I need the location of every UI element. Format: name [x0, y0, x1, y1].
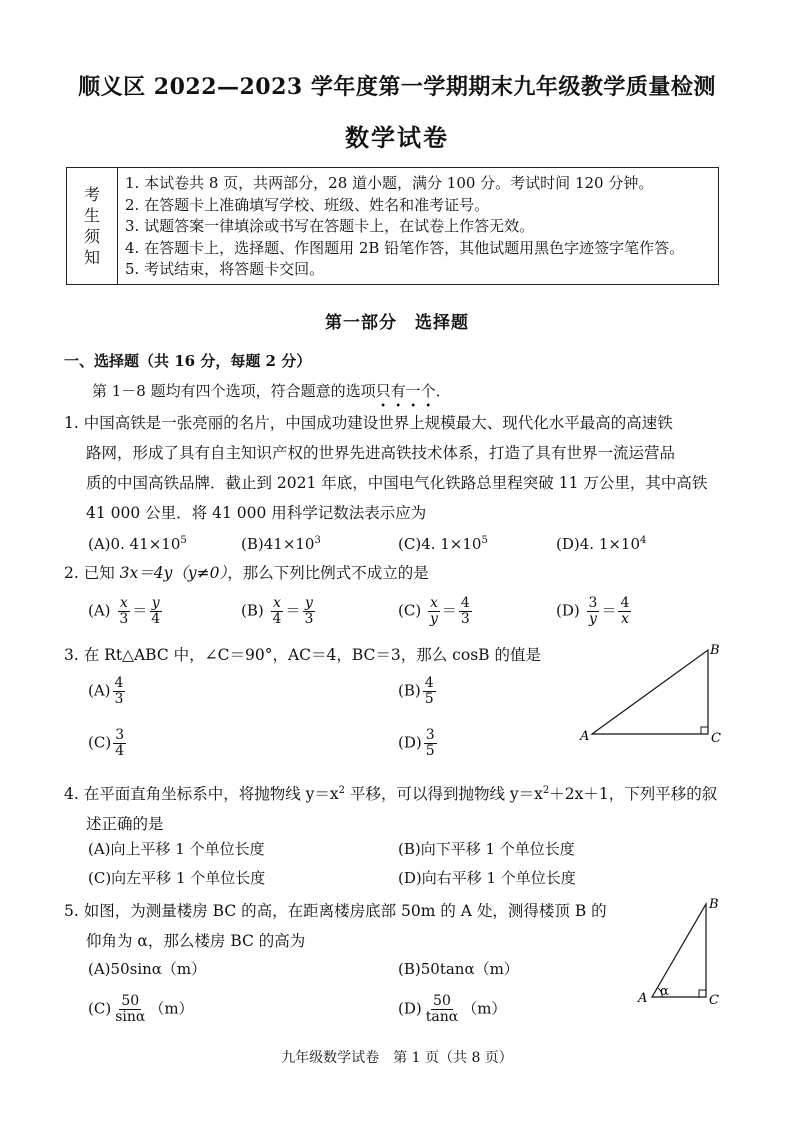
- question-1-line: 1. 中国高铁是一张亮丽的名片，中国成功建设世界上规模最大、现代化水平最高的高速铁: [64, 414, 673, 432]
- vertex-label-a: A: [580, 729, 590, 744]
- exam-subtitle: 数学试卷: [345, 123, 449, 152]
- notice-item: 3. 试题答案一律填涂或书写在答题卡上，在试卷上作答无效。: [125, 217, 535, 236]
- emphasis-char: 有: [390, 382, 406, 400]
- vertex-label-c: C: [709, 993, 719, 1008]
- angle-label-alpha: α: [660, 984, 669, 999]
- emphasis-char: 只: [375, 382, 391, 400]
- q1-option-d: (D)4. $1\times 10^4$: [556, 535, 647, 553]
- hint-text: 第 1－8 题均有四个选项，符合题意的选项: [92, 382, 376, 400]
- question-3: 3. 在 Rt△ABC 中，∠C＝90°，AC＝4，BC＝3，那么 cosB 的值是: [64, 646, 541, 664]
- notice-item: 2. 在答题卡上准确填写学校、班级、姓名和准考证号。: [125, 195, 490, 214]
- q2-option-c: (C) $\frac{x}{y}$ ＝ $\frac{4}{3}$: [398, 595, 470, 627]
- notice-item: 4. 在答题卡上，选择题、作图题用 2B 铅笔作答，其他试题用黑色字迹签字笔作答。: [125, 238, 685, 257]
- q5-option-a: (A)50sinα（m）: [88, 960, 207, 978]
- question-4: [64, 776, 717, 839]
- notice-label-char: 生: [83, 206, 100, 225]
- exam-title: 顺义区 2022—2023 学年度第一学期期末九年级教学质量检测: [78, 74, 716, 100]
- part-heading: 一、选择题（共 16 分，每题 2 分）: [64, 352, 312, 370]
- vertex-label-c: C: [711, 731, 721, 746]
- emphasis-char: 一: [405, 382, 421, 400]
- q3-option-b: (B) $\frac{4}{5}$: [398, 675, 434, 707]
- right-angle-mark: [699, 990, 706, 997]
- question-5-line: 仰角为 α，那么楼房 BC 的高为: [86, 932, 306, 950]
- q5-option-d: (D) $\frac{50}{\tan\alpha}$ （m）: [398, 993, 507, 1025]
- notice-label-char: 须: [83, 227, 100, 246]
- question-2: 2. 已知 3x＝4y（y≠0），那么下列比例式不成立的是: [64, 564, 429, 582]
- q5-option-c: (C) $\frac{50}{\sin\alpha}$ （m）: [88, 993, 194, 1025]
- triangle-abc: [592, 650, 708, 734]
- question-1-line: 路网，形成了具有自主知识产权的世界先进高铁技术体系，打造了具有世界一流运营品: [86, 444, 676, 462]
- q3-option-d: (D) $\frac{3}{5}$: [398, 727, 435, 759]
- q2-option-b: (B) $\frac{x}{4}$ ＝ $\frac{y}{3}$: [241, 595, 314, 627]
- notice-box: [66, 167, 719, 285]
- page-footer: 九年级数学试卷 第 1 页（共 8 页）: [281, 1050, 513, 1066]
- emphasis-char: 个: [420, 382, 436, 400]
- q4-option-d: (D)向右平移 1 个单位长度: [398, 869, 576, 887]
- question-5: [64, 896, 607, 956]
- notice-list: [125, 173, 684, 281]
- q5-building-figure: [632, 894, 732, 1014]
- right-angle-mark: [701, 727, 708, 734]
- q4-option-c: (C)向左平移 1 个单位长度: [88, 869, 266, 887]
- vertex-label-b: B: [709, 897, 719, 912]
- question-1-line: 41 000 公里．将 41 000 用科学记数法表示应为: [86, 504, 427, 522]
- notice-label-char: 知: [83, 248, 100, 267]
- vertex-label-a: A: [638, 991, 648, 1006]
- q2-option-d: (D) $\frac{3}{y}$ ＝ $\frac{4}{x}$: [556, 595, 630, 627]
- section-hint: [92, 380, 451, 401]
- notice-label-char: 考: [83, 185, 100, 204]
- q5-option-b: (B)50tanα（m）: [398, 960, 519, 978]
- question-5-line: 5. 如图，为测量楼房 BC 的高，在距离楼房底部 50m 的 A 处，测得楼顶 B 的: [64, 902, 607, 920]
- q2-option-a: (A) $\frac{x}{3}$ ＝ $\frac{y}{4}$: [88, 595, 161, 627]
- question-1: [64, 408, 707, 528]
- notice-item: 1. 本试卷共 8 页，共两部分，28 道小题，满分 100 分。考试时间 120 分钟。: [125, 174, 654, 192]
- q1-option-b: $(B)41\times 10^3$: [241, 535, 321, 553]
- q1-option-c: (C)4. $1\times 10^5$: [398, 535, 488, 553]
- question-4-line: 4. 在平面直角坐标系中，将抛物线 $y=x^2$ 平移，可以得到抛物线 $y=x^2+2x+1$，下列平移的叙: [64, 785, 718, 804]
- hint-text: ．: [435, 382, 451, 400]
- q3-triangle-figure: [578, 640, 728, 750]
- q1-option-a: (A)0. $41\times 10^5$: [88, 535, 187, 553]
- notice-item: 5. 考试结束，将答题卡交回。: [125, 260, 325, 279]
- q3-option-c: (C) $\frac{3}{4}$: [88, 727, 125, 759]
- section-title: 第一部分 选择题: [325, 313, 469, 333]
- q4-option-a: (A)向上平移 1 个单位长度: [88, 840, 265, 858]
- question-1-line: 质的中国高铁品牌．截止到 2021 年底，中国电气化铁路总里程突破 11 万公里，其中高铁: [86, 474, 708, 492]
- q4-option-b: (B)向下平移 1 个单位长度: [398, 840, 575, 858]
- question-4-line: 述正确的是: [86, 815, 164, 834]
- notice-label: [67, 168, 118, 284]
- vertex-label-b: B: [710, 643, 720, 658]
- q3-option-a: (A) $\frac{4}{3}$: [88, 675, 124, 707]
